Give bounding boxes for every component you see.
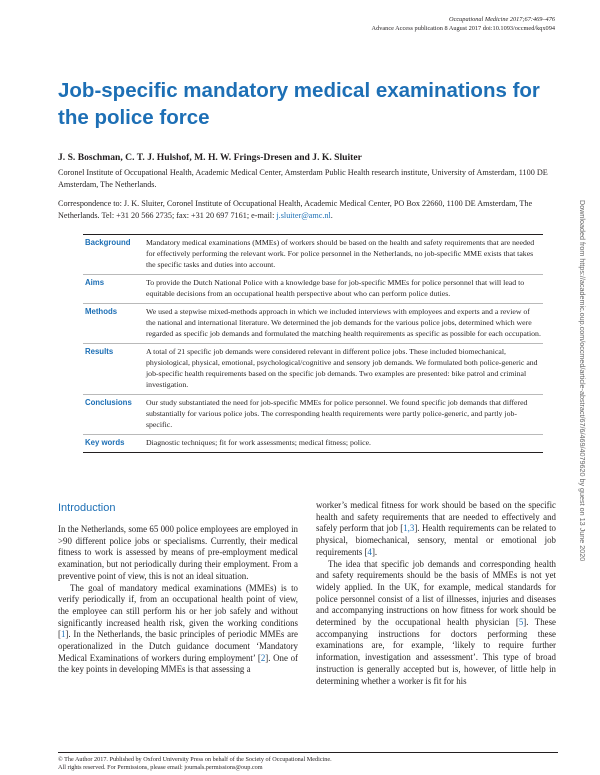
affiliation: Coronel Institute of Occupational Health, Academic Medical Center, Amsterdam Public Health research institute, University of Amsterdam, 1100 DE Amsterdam, The Netherlands. bbox=[58, 168, 548, 189]
abstract-text-results: A total of 21 specific job demands were considered relevant in different police jobs. These included biomechanical, physiological, physical, emotional, psychological/cognitive and sensory job demands. We formulated both police-generic and job-specific health requirements based on the specific job demands. Two examples are presented: bike patrol and criminal investigation. bbox=[146, 347, 538, 389]
running-header bbox=[372, 16, 555, 33]
paragraph-text: ]. In the Netherlands, the basic principles of periodic MMEs are operationalized in the Dutch guidance document ‘Mandatory Medical Examinations of workers during employment’ [ bbox=[58, 629, 298, 663]
abstract-label-methods: Methods bbox=[85, 307, 118, 316]
abstract-row bbox=[83, 275, 543, 304]
abstract-label-background: Background bbox=[85, 238, 131, 247]
paragraph-text: The idea that specific job demands and corresponding health and safety requirements should be the basis of MMEs is not yet widely applied. In the UK, for example, medical standards for police personnel consist of a list of illnesses, injuries and diseases and accompanying instructions on how fitness for work should be determined by the occupational health physician [ bbox=[316, 558, 556, 628]
paragraph-text: ]. One of the key points in developing MMEs is that assessing a bbox=[58, 652, 298, 675]
citation-link[interactable]: 2 bbox=[260, 652, 266, 663]
body-column-left bbox=[58, 524, 298, 676]
correspondence bbox=[58, 198, 558, 221]
citation-link[interactable]: 1 bbox=[60, 629, 66, 640]
abstract-text-keywords: Diagnostic techniques; fit for work assessments; medical fitness; police. bbox=[146, 438, 371, 447]
abstract-row bbox=[83, 395, 543, 435]
footer-divider bbox=[58, 752, 558, 753]
paragraph bbox=[58, 583, 298, 677]
citation-link[interactable]: 5 bbox=[518, 617, 524, 628]
abstract-label-results: Results bbox=[85, 347, 114, 356]
correspondence-text: Correspondence to: J. K. Sluiter, Coronel Institute of Occupational Health, Academic Medical Center, PO Box 22660, 1100 DE Amsterdam, The Netherlands. Tel: +31 20 566 2735; fax: +31 20 697 7161; e-mail: bbox=[58, 199, 533, 220]
permissions-line: All rights reserved. For Permissions, please email: journals.permissions@oup.com bbox=[58, 764, 263, 771]
citation-link[interactable]: 4 bbox=[367, 546, 372, 557]
structured-abstract bbox=[83, 234, 543, 453]
paragraph-text: ]. These accompanying instructions for doctors performing these examinations are, for example, ‘likely to require further information, investigation and assessment’. This type of broad instruction is generally accepted but is, however, of little help in determining whether a worker is fit for his bbox=[316, 617, 556, 686]
body-column-right bbox=[316, 500, 556, 687]
paragraph-text: ]. bbox=[371, 546, 378, 557]
advance-access-line: Advance Access publication 8 August 2017 doi:10.1093/occmed/kqx094 bbox=[371, 24, 555, 32]
abstract-text-background: Mandatory medical examinations (MMEs) of workers should be based on the health and safety requirements that are needed for effectively performing the relevant work. For police personnel in the Netherlands, no job-specific MME exists that takes the specific tasks and duties into account. bbox=[146, 238, 535, 269]
copyright-line: © The Author 2017. Published by Oxford University Press on behalf of the Society of Occupational Medicine. bbox=[58, 756, 332, 763]
paragraph bbox=[316, 500, 556, 559]
section-heading-introduction: Introduction bbox=[58, 502, 116, 514]
correspondence-end: . bbox=[330, 210, 333, 220]
citation-link[interactable]: 1,3 bbox=[403, 523, 415, 534]
paragraph bbox=[316, 559, 556, 688]
abstract-row bbox=[83, 435, 543, 452]
abstract-row bbox=[83, 235, 543, 275]
abstract-label-aims: Aims bbox=[85, 278, 105, 287]
paragraph-text: worker’s medical fitness for work should be based on the specific health and safety requirements that are needed to effectively and safely perform that job [ bbox=[316, 500, 556, 534]
paragraph-text: The goal of mandatory medical examinations (MMEs) is to verify periodically if, from an occupational health point of view, the employee can still perform his or her job safely and without significantly increased health risk, given the working conditions [ bbox=[58, 582, 298, 640]
email-link[interactable]: j.sluiter@amc.nl bbox=[276, 210, 331, 220]
journal-citation: Occupational Medicine 2017;67:469–476 bbox=[449, 16, 555, 23]
article-title: Job-specific mandatory medical examinations for the police force bbox=[58, 79, 540, 129]
download-watermark-text: Downloaded from https://academic.oup.com/occmed/article-abstract/67/6/469/4079620 by guest on 13 June 2020 bbox=[578, 200, 587, 562]
abstract-text-methods: We used a stepwise mixed-methods approach in which we included interviews with employees and experts and a review of the national and international literature. We determined the job demands for the various police jobs, determined which were regarded as specific job demands and formulated the matching health requirements as specific as possible for each occupation. bbox=[146, 307, 541, 338]
author-list: J. S. Boschman, C. T. J. Hulshof, M. H. W. Frings-Dresen and J. K. Sluiter bbox=[58, 152, 362, 163]
abstract-row bbox=[83, 304, 543, 344]
download-watermark bbox=[577, 200, 591, 620]
abstract-text-aims: To provide the Dutch National Police with a knowledge base for job-specific MMEs for police personnel that will lead to equitable decisions from an occupational health perspective about who can perform police duties. bbox=[146, 278, 525, 298]
abstract-text-conclusions: Our study substantiated the need for job-specific MMEs for police personnel. We found specific job demands that differed substantially for various police jobs. The corresponding health requirements were partly police-generic, and partly job-specific. bbox=[146, 398, 528, 429]
abstract-row bbox=[83, 344, 543, 395]
abstract-label-conclusions: Conclusions bbox=[85, 398, 132, 407]
paragraph: In the Netherlands, some 65 000 police employees are employed in >90 different police jobs or specialisms. Currently, their medical fitness to work is assessed by means of pre-employment medical examination, but not periodically during their employment. From a preventive point of view, this is not an ideal situation. bbox=[58, 524, 298, 581]
abstract-label-keywords: Key words bbox=[85, 438, 125, 447]
copyright-footer bbox=[58, 756, 332, 772]
paragraph-text: ]. Health requirements can be related to physical, biomechanical, sensory, mental or emotional job requirements [ bbox=[316, 523, 556, 557]
